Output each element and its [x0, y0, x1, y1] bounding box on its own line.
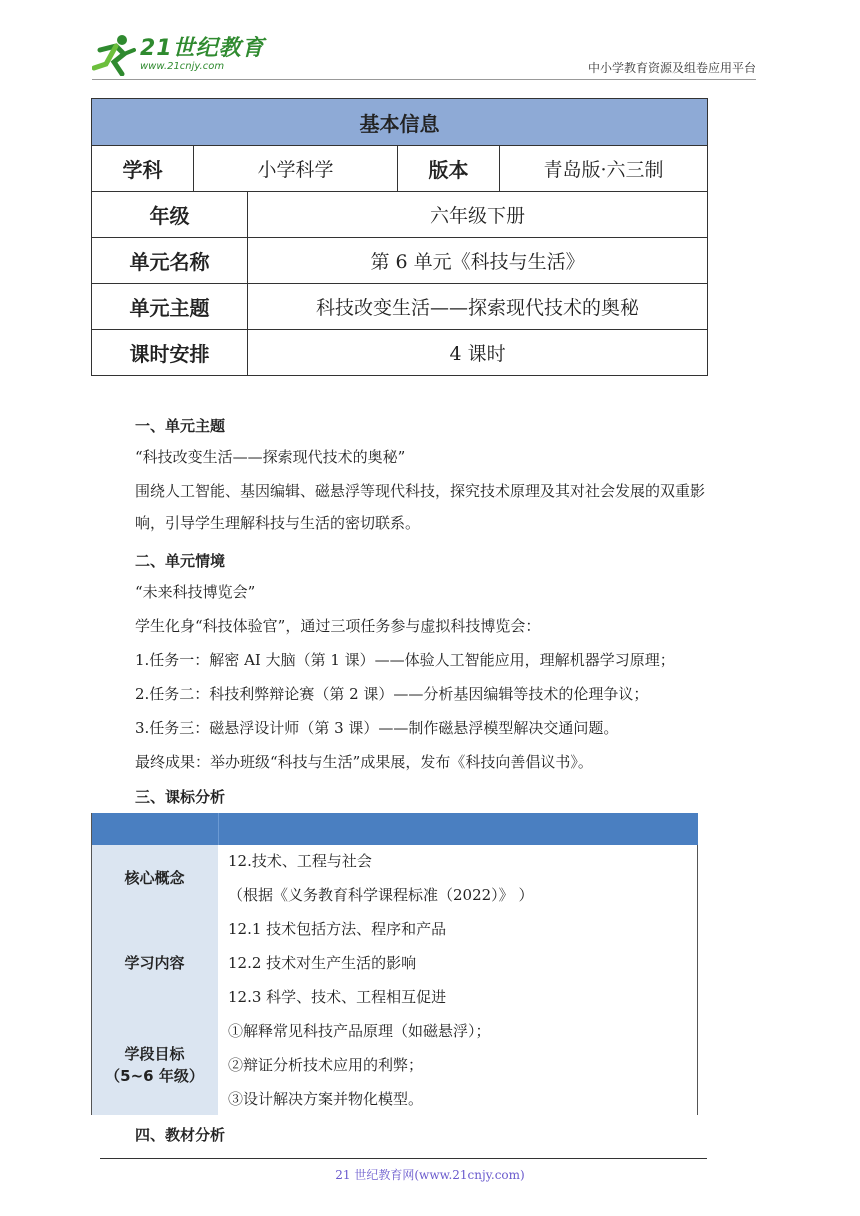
unit-theme-quote: “科技改变生活——探索现代技术的奥秘” [135, 448, 406, 466]
header-divider [92, 79, 756, 80]
unit-theme-label: 单元主题 [92, 284, 248, 330]
basic-info-table [91, 98, 708, 376]
curriculum-table-header [91, 813, 698, 845]
section-heading-textbook: 四、教材分析 [135, 1126, 226, 1144]
stage-goal-line: ②辩证分析技术应用的利弊； [228, 1056, 424, 1074]
schedule-label: 课时安排 [92, 330, 248, 376]
learning-content-line: 12.1 技术包括方法、程序和产品 [228, 920, 447, 938]
stage-goal-label: 学段目标 [124, 1045, 185, 1063]
table-row [92, 284, 708, 330]
subject-value: 小学科学 [194, 146, 398, 192]
table-row [92, 192, 708, 238]
page-header [92, 28, 756, 80]
core-concept-source: （根据《义务教育科学课程标准（2022）》 ） [228, 886, 534, 904]
subject-label: 学科 [92, 146, 194, 192]
runner-logo-icon [92, 34, 136, 76]
table-right-border [697, 845, 698, 1115]
core-concept-line: 12.技术、工程与社会 [228, 852, 372, 870]
section-heading-curriculum: 三、课标分析 [135, 788, 226, 806]
edition-value: 青岛版·六三制 [500, 146, 708, 192]
stage-goal-line: ①解释常见科技产品原理（如磁悬浮）； [228, 1022, 491, 1040]
unit-name-value: 第 6 单元《科技与生活》 [248, 238, 708, 284]
edition-label: 版本 [398, 146, 500, 192]
unit-name-label: 单元名称 [92, 238, 248, 284]
grade-label: 年级 [92, 192, 248, 238]
schedule-value: 4 课时 [248, 330, 708, 376]
table-title-row [92, 99, 708, 146]
learning-content-line: 12.3 科学、技术、工程相互促进 [228, 988, 447, 1006]
table-title: 基本信息 [92, 99, 708, 146]
logo [92, 32, 265, 78]
core-concept-label: 核心概念 [124, 869, 185, 887]
curriculum-table [91, 813, 698, 1115]
table-row [92, 146, 708, 192]
unit-context-intro: 学生化身“科技体验官”，通过三项任务参与虚拟科技博览会： [135, 617, 541, 635]
stage-goal-grade: （5~6 年级） [105, 1067, 204, 1085]
unit-theme-paragraph: 围绕人工智能、基因编辑、磁悬浮等现代科技，探究技术原理及其对社会发展的双重影响，引导学生理解科技与生活的密切联系。 [135, 482, 706, 532]
section-heading-unit-theme: 一、单元主题 [135, 417, 226, 435]
section-heading-unit-context: 二、单元情境 [135, 552, 226, 570]
task-item-3: 3.任务三：磁悬浮设计师（第 3 课）——制作磁悬浮模型解决交通问题。 [135, 719, 619, 737]
table-row [92, 330, 708, 376]
unit-theme-value: 科技改变生活——探索现代技术的奥秘 [248, 284, 708, 330]
final-outcome: 最终成果：举办班级“科技与生活”成果展，发布《科技向善倡议书》。 [135, 753, 593, 771]
page-footer: 21 世纪教育网(www.21cnjy.com) [335, 1168, 525, 1182]
task-item-2: 2.任务二：科技利弊辩论赛（第 2 课）——分析基因编辑等技术的伦理争议； [135, 685, 649, 703]
stage-goal-line: ③设计解决方案并物化模型。 [228, 1090, 424, 1108]
footer-divider [100, 1158, 707, 1159]
learning-content-label: 学习内容 [124, 954, 185, 972]
header-tagline: 中小学教育资源及组卷应用平台 [587, 61, 756, 75]
logo-url-text: www.21cnjy.com [140, 61, 225, 72]
unit-context-quote: “未来科技博览会” [135, 583, 256, 601]
learning-content-line: 12.2 技术对生产生活的影响 [228, 954, 417, 972]
task-item-1: 1.任务一：解密 AI 大脑（第 1 课）——体验人工智能应用，理解机器学习原理； [135, 651, 675, 669]
table-row [92, 238, 708, 284]
grade-value: 六年级下册 [248, 192, 708, 238]
logo-main-text: 21世纪教育 [140, 36, 265, 61]
header-divider-line [218, 813, 219, 845]
